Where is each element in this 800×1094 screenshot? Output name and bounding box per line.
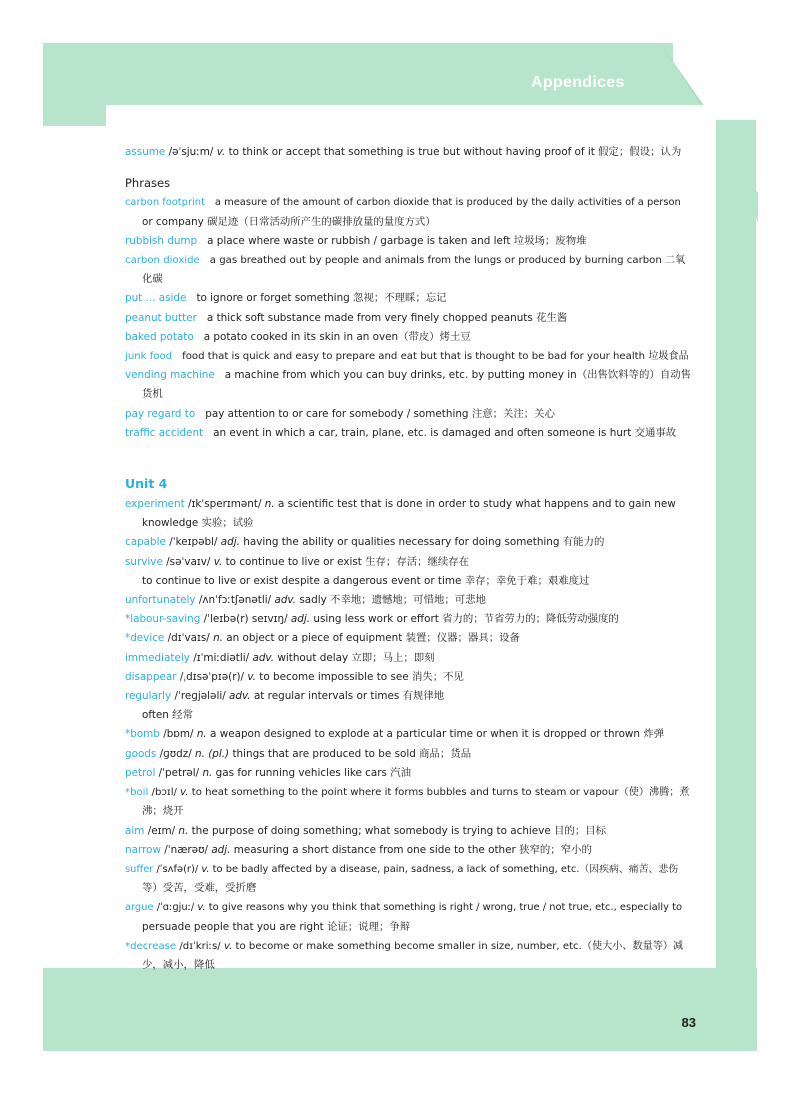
phrase-term: peanut butter [125,311,197,324]
phrase-term: carbon dioxide [125,255,200,267]
vocab-word: *boil [125,787,149,799]
right-margin-band [716,120,756,1000]
vocab-item [125,495,691,514]
vocab-word: *device [125,632,165,645]
vocab-phonetic: /ˈleɪbə(r) seɪvɪŋ/ [203,613,288,626]
phrase-item [125,289,691,308]
phrase-item [125,309,691,328]
vocab-pos: n. (pl.) [195,747,230,760]
vocab-definition: having the ability or qualities necessary for doing something 有能力的 [243,536,605,549]
vocab-pos: adv. [229,690,251,703]
vocab-word: immediately [125,651,190,664]
vocab-definition: gas for running vehicles like cars 汽油 [215,766,412,779]
phrase-continuation: or company 碳足迹（日常活动所产生的碳排放量的量度方式） [142,215,436,228]
vocab-pos: v. [197,902,206,914]
vocab-pos: n. [202,766,213,779]
vocab-pos: adv. [274,594,297,607]
vocab-word: suffer [125,863,154,875]
vocab-continuation: 等）受苦，受难，受折磨 [142,882,257,895]
phrase-continuation: 货机 [142,388,163,401]
vocab-item [125,649,691,668]
vocab-definition: an object or a piece of equipment 装置；仪器；器具；设备 [226,632,520,645]
vocab-phonetic: /bɒm/ [163,728,194,741]
vocab-item [125,629,691,648]
vocab-continuation: often 经常 [142,709,193,722]
vocab-phonetic: /ɪˈmiːdiətli/ [193,651,250,664]
vocab-phonetic: /ˈpetrəl/ [158,766,200,779]
vocab-pos: n. [213,632,223,645]
vocab-pos: v. [247,670,256,683]
vocab-word: argue [125,902,154,914]
phrase-term: carbon footprint [125,197,205,209]
phrase-term: vending machine [125,369,215,382]
vocab-definition: a weapon designed to explode at a particular time or when it is dropped or thrown 炸弹 [210,728,665,741]
vocab-word: petrol [125,766,156,779]
phrase-item [125,366,691,385]
phrase-term: traffic accident [125,426,204,439]
phrase-definition: a machine from which you can buy drinks, etc. by putting money in（出售饮料等的）自动售 [224,369,692,382]
vocab-phonetic: /ˈkeɪpəbl/ [169,536,218,549]
vocab-continuation: 少，减小，降低 [142,958,215,971]
phrases-list [125,193,691,443]
entry-pos: v. [216,146,226,158]
phrase-item [125,251,691,270]
vocab-item [125,533,691,552]
vocab-item [125,841,691,860]
vocab-pos: adj. [211,843,231,856]
vocab-pos: n. [178,824,189,837]
vocab-phonetic: /bɔɪl/ [151,787,177,799]
vocab-phonetic: /ɡʊdz/ [159,747,192,760]
phrase-definition: food that is quick and easy to prepare and eat but that is thought to be bad for your health 垃圾食品 [182,351,689,363]
phrase-definition: a place where waste or rubbish / garbage is taken and left 垃圾场；废物堆 [207,234,587,247]
phrase-definition: to ignore or forget something 忽视；不理睬；忘记 [196,292,447,305]
vocab-pos: adj. [220,536,240,549]
phrase-term: pay regard to [125,407,196,420]
vocab-word: capable [125,536,166,549]
unit-heading: Unit 4 [125,476,168,492]
vocab-definition: to continue to live or exist 生存；存活；继续存在 [225,555,470,568]
vocab-item [125,822,691,841]
phrase-item [125,193,691,212]
phrase-item [125,424,691,443]
vocab-word: aim [125,824,145,837]
vocab-item [125,764,691,783]
entry-chinese: 假定；假设；认为 [598,146,682,158]
vocab-definition: sadly 不幸地；遗憾地；可惜地；可悲地 [299,594,486,607]
vocab-word: survive [125,555,163,568]
vocab-pos: adv. [252,651,275,664]
vocab-definition: a scientific test that is done in order to study what happens and to gain new [277,498,676,511]
vocab-phonetic: /dɪˈvaɪs/ [167,632,210,645]
vocab-item [125,937,691,956]
vocab-definition: without delay 立即；马上；即刻 [277,651,435,664]
vocab-continuation: persuade people that you are right 论证；说理；争辩 [142,920,411,933]
phrase-item [125,405,691,424]
phrase-definition: pay attention to or care for somebody / something 注意；关注；关心 [205,407,555,420]
vocab-item [125,687,691,706]
vocab-pos: n. [264,498,275,511]
phrase-item [125,328,691,347]
phrases-heading: Phrases [125,176,171,191]
vocab-definition: to heat something to the point where it forms bubbles and turns to steam or vapour（使）沸腾；煮 [191,787,690,799]
entry-word: assume [125,146,166,158]
vocab-word: *labour-saving [125,613,201,626]
vocab-word: unfortunately [125,594,196,607]
intro-entry [125,143,691,162]
phrase-term: junk food [125,351,173,363]
vocab-definition: the purpose of doing something; what somebody is trying to achieve 目的；目标 [191,824,606,837]
vocab-word: regularly [125,690,172,703]
vocab-continuation: 沸；烧开 [142,805,184,818]
phrase-definition: a thick soft substance made from very finely chopped peanuts 花生酱 [206,311,568,324]
vocab-pos: v. [223,940,233,952]
vocab-item [125,591,691,610]
vocab-pos: v. [201,863,210,875]
vocab-word: *bomb [125,728,160,741]
page-number: 83 [681,1015,696,1030]
vocab-word: disappear [125,670,177,683]
vocab-phonetic: /ˈreɡjələli/ [174,690,226,703]
vocab-continuation: to continue to live or exist despite a dangerous event or time 幸存；幸免于难；艰难度过 [142,574,590,587]
phrase-item [125,232,691,251]
vocab-pos: adj. [290,613,311,626]
vocab-definition: to become impossible to see 消失；不见 [259,670,464,683]
vocabulary-list [125,495,691,975]
glossary-content [125,143,691,975]
entry-definition: to think or accept that something is true but without having proof of it [228,146,595,158]
phrase-term: put ... aside [125,292,187,305]
vocab-phonetic: /ʌnˈfɔːtʃənətli/ [198,594,272,607]
section-header-title: Appendices [531,74,625,91]
entry-phonetic: /əˈsjuːm/ [168,146,214,158]
vocab-item [125,553,691,572]
vocab-item [125,725,691,744]
vocab-pos: v. [180,787,189,799]
phrase-term: rubbish dump [125,234,198,247]
vocab-phonetic: /ˈsʌfə(r)/ [156,863,199,875]
vocab-phonetic: /ˌdɪsəˈpɪə(r)/ [179,670,245,683]
vocab-item [125,783,691,802]
phrase-item [125,347,691,366]
vocab-item [125,898,691,917]
phrase-definition: a gas breathed out by people and animals from the lungs or produced by burning carbon 二氧 [209,255,686,267]
vocab-phonetic: /eɪm/ [147,824,176,837]
vocab-pos: n. [196,728,207,741]
vocab-pos: v. [213,555,223,568]
vocab-item [125,668,691,687]
vocab-phonetic: /dɪˈkriːs/ [179,940,221,952]
vocab-continuation: knowledge 实验；试验 [142,517,254,530]
vocab-definition: at regular intervals or times 有规律地 [253,690,445,703]
vocab-phonetic: /səˈvaɪv/ [166,555,211,568]
vocab-definition: using less work or effort 省力的；节省劳力的；降低劳动强度的 [313,613,619,626]
vocab-item [125,860,691,879]
vocab-word: goods [125,747,157,760]
vocab-definition: to be badly affected by a disease, pain, sadness, a lack of something, etc.（因疾病、痛苦、悲伤 [212,863,679,875]
vocab-definition: to give reasons why you think that something is right / wrong, true / not true, etc., especially to [208,902,683,914]
vocab-definition: things that are produced to be sold 商品；货品 [232,747,472,760]
vocab-phonetic: /ɪkˈsperɪmənt/ [188,498,262,511]
phrase-definition: an event in which a car, train, plane, etc. is damaged and often someone is hurt 交通事故 [213,426,677,439]
phrase-term: baked potato [125,330,194,343]
phrase-definition: a potato cooked in its skin in an oven（带皮）烤土豆 [203,330,471,343]
phrase-definition: a measure of the amount of carbon dioxide that is produced by the daily activities of a person [214,197,681,209]
phrase-continuation: 化碳 [142,273,163,286]
vocab-phonetic: /ˈɑːɡjuː/ [156,902,195,914]
vocab-word: narrow [125,843,161,856]
vocab-definition: measuring a short distance from one side to the other 狭窄的；窄小的 [233,843,592,856]
vocab-item [125,745,691,764]
vocab-word: experiment [125,498,185,511]
vocab-item [125,610,691,629]
vocab-definition: to become or make something become smaller in size, number, etc.（使大小、数量等）减 [235,940,684,952]
vocab-phonetic: /ˈnærəʊ/ [164,843,208,856]
footer-band [43,968,757,1051]
vocab-word: *decrease [125,940,177,952]
